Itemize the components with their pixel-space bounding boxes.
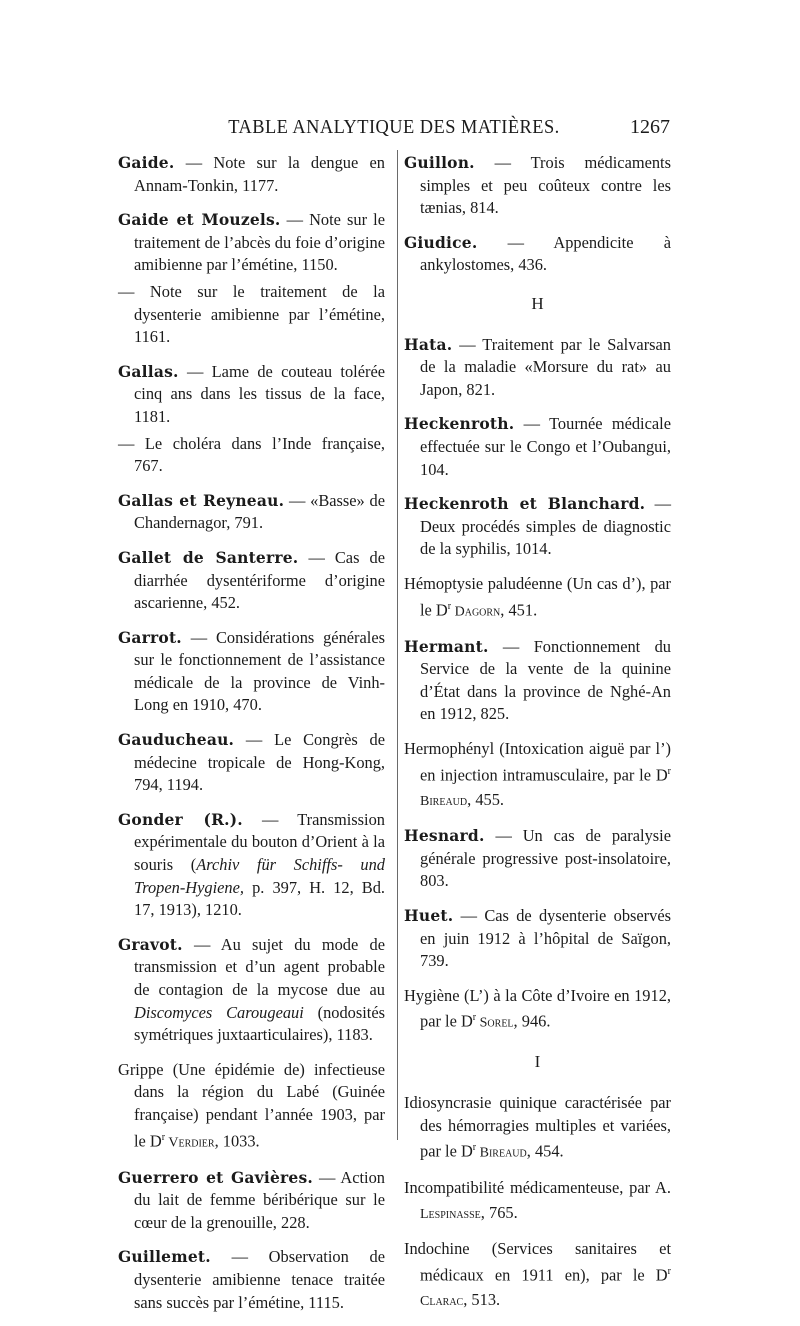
entry-text: — Considérations générales sur le fonctionnement de l’assistance médicale de la province de Vinh-Long en 1910, 470.	[134, 627, 385, 715]
index-entry	[404, 493, 671, 561]
index-entry	[118, 809, 385, 922]
index-entry	[118, 547, 385, 615]
title-abbrev: r	[667, 765, 671, 777]
entry-text: — Note sur le traitement de l’abcès du foie d’origine amibienne par l’émétine, 1150.	[134, 210, 385, 275]
index-entry	[404, 905, 671, 973]
author-name: Gaide.	[118, 153, 175, 172]
entry-text: — Fonctionnement du Service de la vente de la quinine d’État dans la province de Nghé-An en 1912, 825.	[420, 636, 671, 724]
entry-text: — Le choléra dans l’Inde française, 767.	[118, 433, 385, 476]
title-abbrev: r	[472, 1012, 477, 1024]
index-entry	[404, 1092, 671, 1165]
entry-text: — Tournée médicale effectuée sur le Congo et l’Oubangui, 104.	[420, 414, 671, 479]
title-abbrev: r	[472, 1142, 477, 1154]
author-name: Giudice.	[404, 232, 478, 252]
page-number: 1267	[630, 116, 670, 138]
entry-reference: , 451.	[500, 599, 538, 619]
entry-text: — Cas de dysenterie observés en juin 1912 à l’hôpital de Saïgon, 739.	[420, 905, 671, 971]
entry-text: — Un cas de paralysie générale progressive post-insolatoire, 803.	[420, 826, 671, 891]
author-name: Gauducheau.	[118, 730, 235, 750]
author-name: Guillemet.	[118, 1247, 211, 1267]
entry-text: — Trois médicaments simples et peu coûteux contre les tænias, 814.	[420, 153, 671, 218]
index-entry	[118, 433, 385, 478]
author-name: Hata.	[404, 334, 453, 354]
index-entry	[118, 1167, 385, 1235]
author-name: Guillon.	[404, 153, 475, 172]
entry-reference: , 513.	[463, 1290, 501, 1310]
index-entry	[404, 1238, 671, 1313]
journal-title: Archiv für Schiffs- und Tropen-Hygiene,	[134, 855, 385, 897]
entry-reference: , 946.	[513, 1011, 551, 1031]
entry-text: — Lame de couteau tolérée cinq ans dans les tissus de la face, 1181.	[134, 361, 385, 426]
index-entry	[118, 152, 385, 197]
entry-text: — Appendicite à ankylostomes, 436.	[420, 232, 671, 275]
title-abbrev: r	[161, 1131, 166, 1143]
title-abbrev: r	[667, 1266, 671, 1278]
index-entry	[118, 1246, 385, 1314]
cited-author: Lespinasse	[420, 1206, 481, 1222]
index-entry	[404, 985, 671, 1036]
cited-author: Bireaud	[420, 793, 468, 809]
entry-text: — Note sur le traitement de la dysenterie amibienne par l’émétine, 1161.	[118, 281, 385, 347]
index-entry	[118, 209, 385, 277]
entry-reference: (nodosités symétriques juxtaarticulaires), 1183.	[134, 1002, 385, 1045]
index-entry	[118, 627, 385, 717]
index-entry	[404, 636, 671, 726]
index-entry	[404, 825, 671, 893]
entry-reference: , 454.	[526, 1141, 564, 1161]
index-entry	[404, 232, 671, 277]
section-letter: H	[531, 293, 544, 313]
author-name: Gravot.	[118, 934, 183, 954]
entry-reference: , 1033.	[214, 1131, 260, 1151]
author-name: Gonder (R.).	[118, 809, 243, 829]
author-name: Garrot.	[118, 627, 182, 647]
index-entry	[118, 490, 385, 535]
author-name: Heckenroth.	[404, 414, 515, 434]
title-abbrev: r	[447, 600, 452, 612]
entry-text: — Le Congrès de médecine tropicale de Hong-Kong, 794, 1194.	[134, 730, 385, 795]
entry-text: — Transmission expérimentale du bouton d’Orient à la souris (	[134, 809, 385, 875]
entry-text: — Deux procédés simples de diagnostic de la syphilis, 1014.	[420, 494, 671, 559]
entry-text: Grippe (Une épidémie de) infectieuse dans la région du Labé (Guinée française) pendant l’année 1903, par le D	[118, 1059, 385, 1151]
index-entry	[118, 281, 385, 349]
index-entry	[118, 934, 385, 1047]
cited-author: Clarac	[420, 1294, 464, 1310]
index-entry	[118, 729, 385, 797]
cited-author: Verdier	[165, 1135, 215, 1151]
entry-text: Indochine (Services sanitaires et médicaux en 1911 en), par le D	[404, 1239, 671, 1285]
author-name: Gallas.	[118, 361, 179, 381]
entry-reference: , 455.	[467, 789, 505, 809]
journal-title: Discomyces Carougeaui	[134, 1002, 304, 1022]
entry-text: — Cas de diarrhée dysentériforme d’origine ascarienne, 452.	[134, 547, 385, 613]
page-title: TABLE ANALYTIQUE DES MATIÈRES.	[228, 116, 560, 138]
left-column	[118, 152, 385, 1326]
entry-text: Hermophényl (Intoxication aiguë par l’) en injection intramusculaire, par le D	[404, 738, 671, 784]
cited-author: Sorel	[476, 1015, 514, 1031]
author-name: Huet.	[404, 905, 454, 925]
cited-author: Dagorn	[451, 603, 501, 619]
index-entry	[404, 573, 671, 624]
page-header	[118, 116, 670, 142]
section-letter: I	[534, 1052, 541, 1072]
cited-author: Bireaud	[476, 1145, 527, 1161]
author-name: Hesnard.	[404, 826, 485, 846]
author-name: Guerrero et Gavières.	[118, 1167, 313, 1187]
entry-text: — Action du lait de femme béribérique sur le cœur de la grenouille, 228.	[134, 1167, 385, 1232]
entry-reference: , 765.	[480, 1202, 518, 1222]
entry-text: — Observation de dysenterie amibienne tenace traitée sans succès par l’émétine, 1115.	[134, 1247, 385, 1312]
author-name: Gaide et Mouzels.	[118, 210, 281, 230]
author-name: Heckenroth et Blanchard.	[404, 494, 646, 514]
entry-text: — Traitement par le Salvarsan de la maladie «Morsure du rat» au Japon, 821.	[420, 334, 671, 399]
author-name: Hermant.	[404, 636, 489, 656]
column-divider	[397, 150, 398, 1140]
entry-text: Idiosyncrasie quinique caractérisée par des hémorragies multiples et variées, par le D	[404, 1093, 671, 1161]
entry-text: — Au sujet du mode de transmission et d’un agent probable de contagion de la mycose due au	[134, 934, 385, 999]
entry-text: Hygiène (L’) à la Côte d’Ivoire en 1912, par le D	[404, 985, 671, 1031]
index-entry	[404, 152, 671, 220]
author-name: Gallet de Santerre.	[118, 547, 299, 567]
index-entry	[404, 738, 671, 813]
right-column	[404, 152, 671, 1326]
index-entry	[118, 361, 385, 429]
entry-reference: p. 397, H. 12, Bd. 17, 1913), 1210.	[134, 877, 385, 920]
entry-text: Hémoptysie paludéenne (Un cas d’), par le D	[404, 573, 671, 619]
index-entry	[404, 1177, 671, 1226]
author-name: Gallas et Reyneau.	[118, 490, 285, 510]
index-entry	[404, 334, 671, 402]
entry-text: Incompatibilité médicamenteuse, par A.	[404, 1178, 671, 1198]
entry-text: — «Basse» de Chandernagor, 791.	[134, 490, 385, 533]
entry-text: — Note sur la dengue en Annam-Tonkin, 1177.	[134, 153, 385, 195]
index-entry	[118, 1059, 385, 1155]
index-entry	[404, 413, 671, 481]
